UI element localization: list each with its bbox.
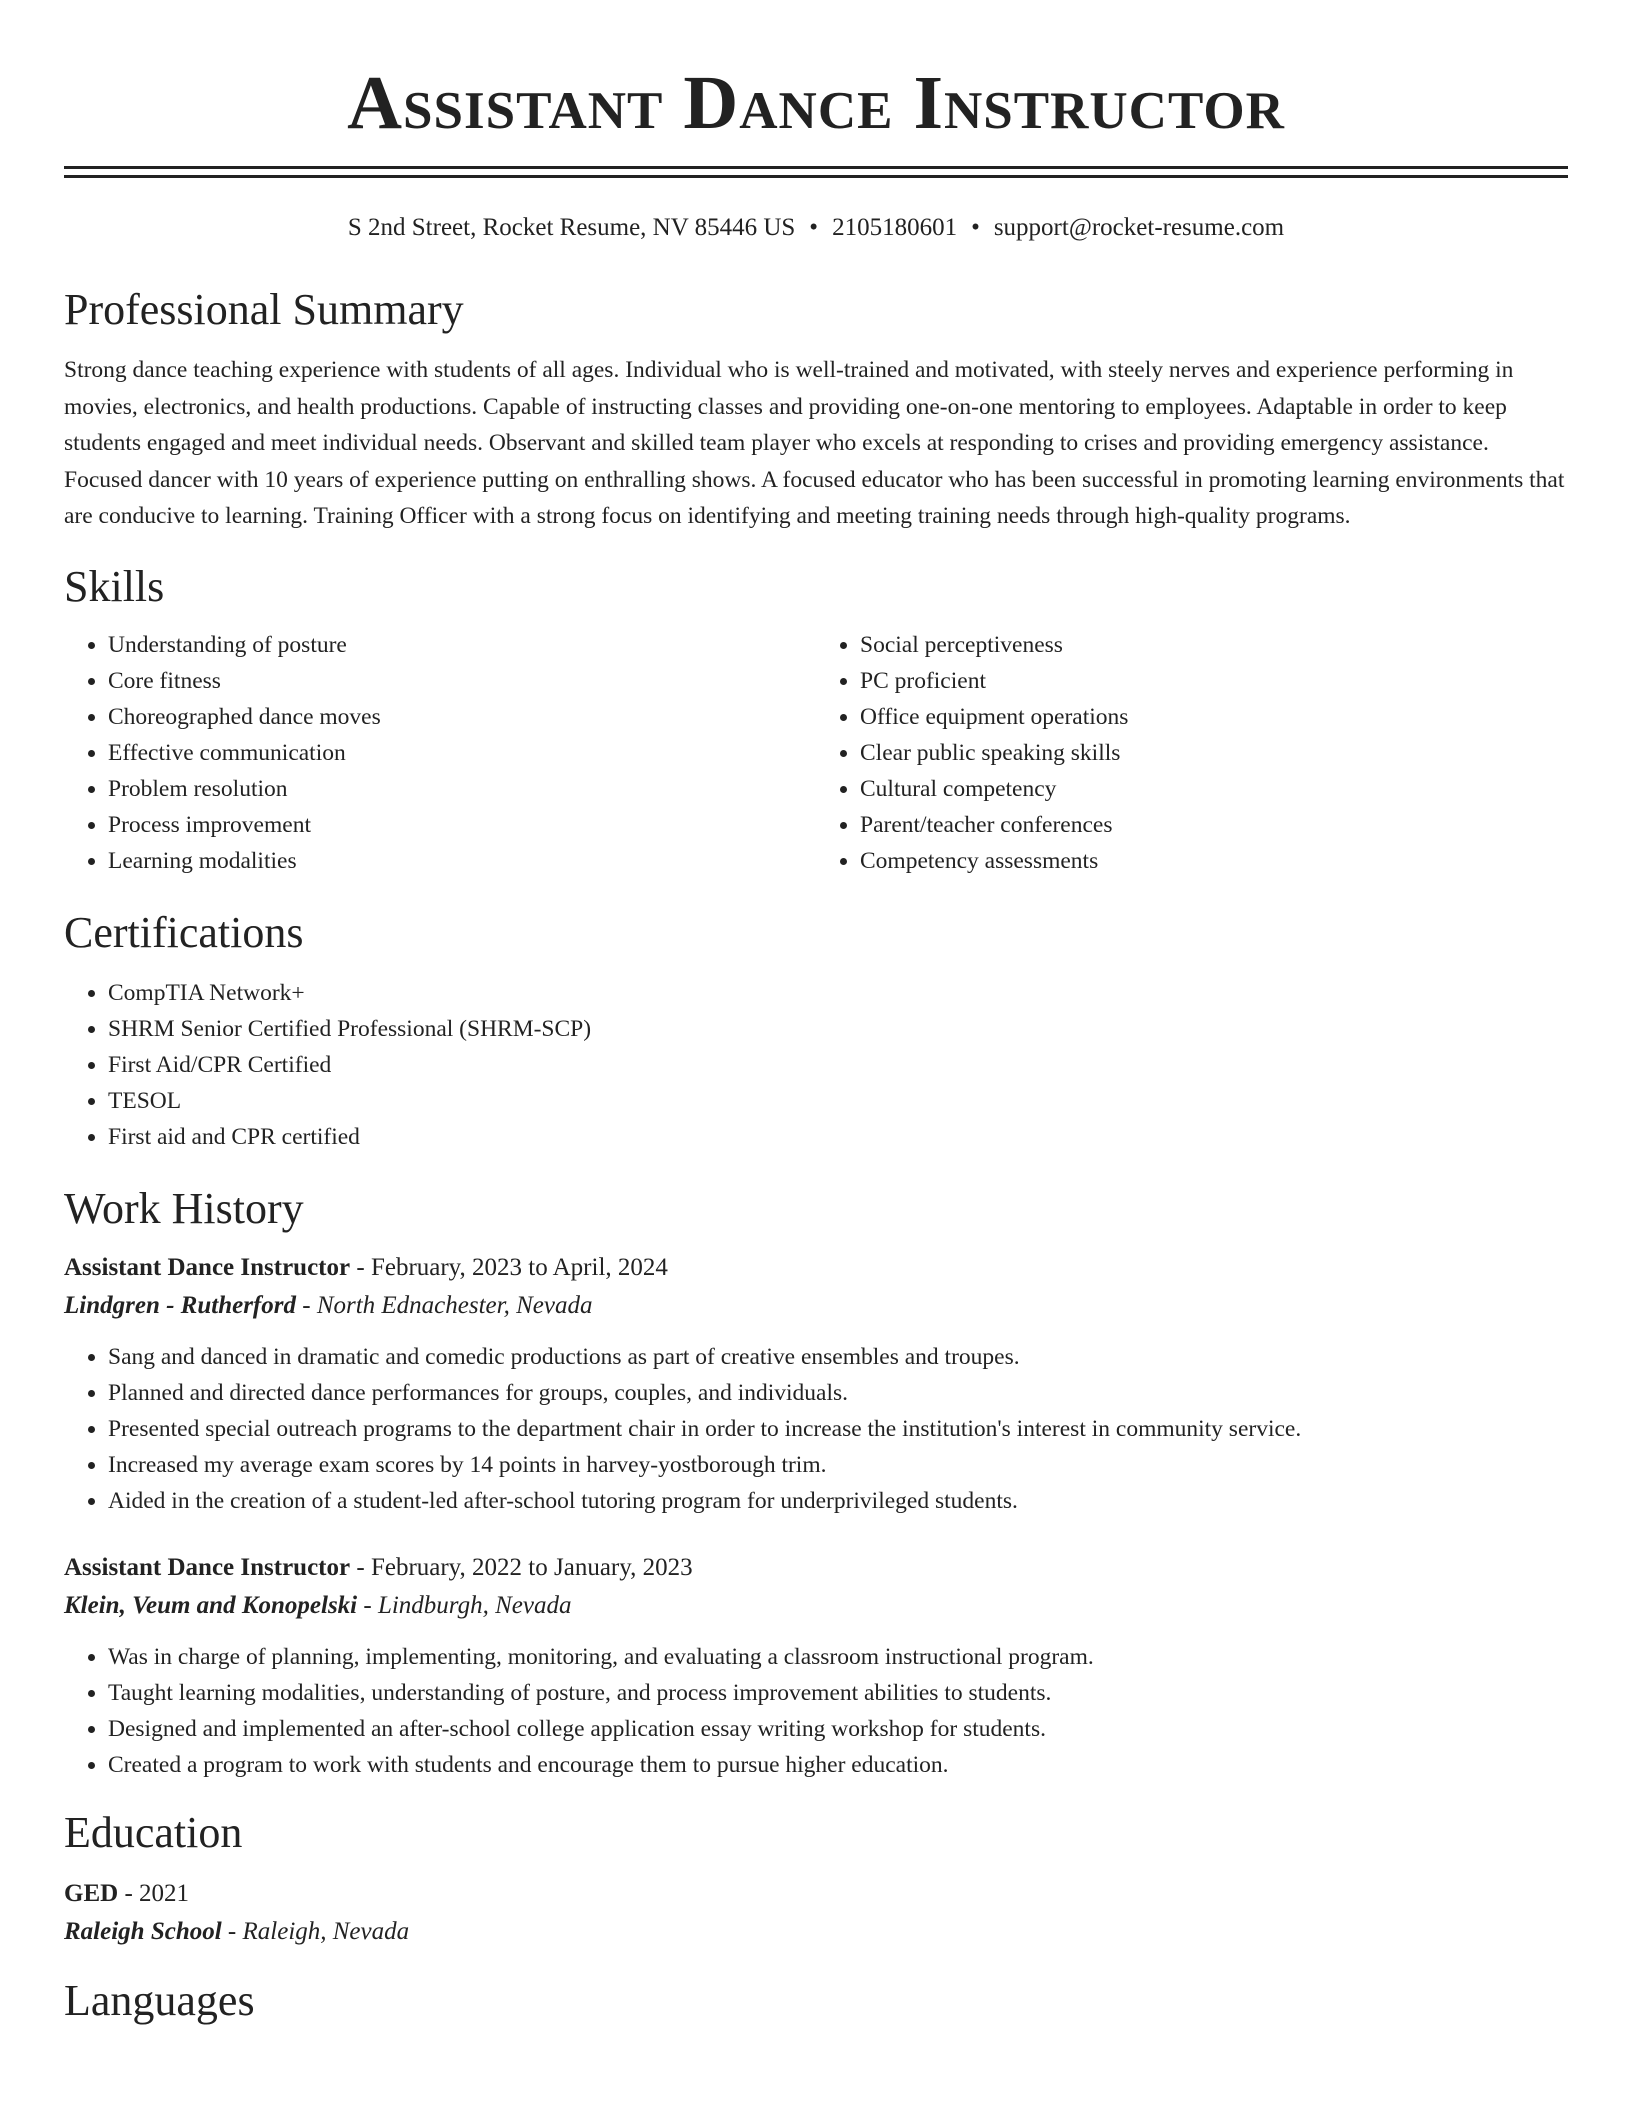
contact-separator: •: [971, 214, 980, 241]
job-title-line: Assistant Dance Instructor - February, 2022 to January, 2023: [64, 1553, 693, 1581]
certification-item: • First Aid/CPR Certified: [108, 1047, 1568, 1083]
job-entry: [64, 1249, 1568, 1519]
certification-item: • SHRM Senior Certified Professional (SHRM-SCP): [108, 1011, 1568, 1047]
contact-separator: •: [809, 214, 819, 241]
skill-item: • Learning modalities: [108, 843, 816, 879]
job-dates: February, 2022 to January, 2023: [370, 1553, 693, 1581]
job-bullet: • Sang and danced in dramatic and comedic productions as part of creative ensembles and troupes.: [108, 1339, 1568, 1375]
education-degree: GED: [64, 1879, 119, 1907]
contact-email: support@rocket-resume.com: [993, 214, 1285, 241]
resume-header: [0, 0, 1632, 244]
contact-phone: 2105180601: [832, 214, 958, 241]
education-degree-line: GED - 2021: [64, 1879, 190, 1907]
education-year: 2021: [139, 1879, 190, 1907]
resume-title: Assistant Dance Instructor: [347, 61, 1285, 145]
job-role: Assistant Dance Instructor: [64, 1253, 351, 1281]
contact-address: S 2nd Street, Rocket Resume, NV 85446 US: [347, 214, 796, 241]
job-entry: [64, 1549, 1568, 1783]
skill-item: • Problem resolution: [108, 771, 816, 807]
skill-item: • Competency assessments: [860, 843, 1568, 879]
job-company: Klein, Veum and Konopelski: [64, 1591, 358, 1619]
skills-column-right: [816, 627, 1568, 879]
skills-grid: [64, 627, 1568, 879]
job-bullet: • Taught learning modalities, understanding of posture, and process improvement abilities to students.: [108, 1675, 1568, 1711]
job-title-line: Assistant Dance Instructor - February, 2023 to April, 2024: [64, 1253, 668, 1281]
job-dates: February, 2023 to April, 2024: [370, 1253, 668, 1281]
education-heading: Education: [64, 1807, 243, 1857]
skills-section: [64, 561, 1568, 879]
work-history-section: [64, 1183, 1568, 1783]
job-location: Lindburgh, Nevada: [377, 1591, 572, 1619]
summary-heading: Professional Summary: [64, 285, 464, 334]
skill-item: • Effective communication: [108, 735, 816, 771]
certifications-section: [64, 907, 1568, 1155]
summary-text: Strong dance teaching experience with students of all ages. Individual who is well-trained and motivated, with steely nerves and experience performing in movies, electronics, and health productions. Capable of instructing classes and providing one-on-one mentoring to employees. Adaptable in order to keep students engaged and meet individual needs. Observant and skilled team player who excels at responding to crises and providing emergency assistance. Focused dancer with 10 years of experience putting on enthralling shows. A focused educator who has been successful in promoting learning environments that are conducive to learning. Training Officer with a strong focus on identifying and meeting training needs through high-quality programs.: [64, 357, 1565, 529]
job-company-line: Klein, Veum and Konopelski - Lindburgh, Nevada: [64, 1591, 572, 1619]
skill-item: • Office equipment operations: [860, 699, 1568, 735]
education-school-line: Raleigh School - Raleigh, Nevada: [64, 1917, 410, 1945]
job-bullet: • Designed and implemented an after-school college application essay writing workshop for students.: [108, 1711, 1568, 1747]
job-bullet: • Was in charge of planning, implementing, monitoring, and evaluating a classroom instructional program.: [108, 1639, 1568, 1675]
header-rule-thick: [64, 166, 1568, 169]
education-section: [64, 1807, 1568, 1951]
languages-heading: Languages: [64, 1975, 255, 2025]
job-company-line: Lindgren - Rutherford - North Ednachester, Nevada: [64, 1291, 593, 1319]
job-bullet: • Planned and directed dance performances for groups, couples, and individuals.: [108, 1375, 1568, 1411]
skill-item: • Social perceptiveness: [860, 627, 1568, 663]
summary-section: [64, 284, 1568, 535]
job-bullet: • Presented special outreach programs to the department chair in order to increase the institution's interest in community service.: [108, 1411, 1568, 1447]
skills-heading: Skills: [64, 561, 165, 611]
skill-item: • Parent/teacher conferences: [860, 807, 1568, 843]
contact-line: [64, 212, 1568, 244]
job-location: North Ednachester, Nevada: [316, 1291, 593, 1319]
skill-item: • Clear public speaking skills: [860, 735, 1568, 771]
job-bullet: • Increased my average exam scores by 14 points in harvey-yostborough trim.: [108, 1447, 1568, 1483]
certifications-heading: Certifications: [64, 907, 304, 957]
resume-content: [0, 284, 1632, 2027]
skills-column-left: [64, 627, 816, 879]
skill-item: • Cultural competency: [860, 771, 1568, 807]
job-company: Lindgren - Rutherford: [64, 1291, 296, 1319]
languages-section: [64, 1975, 1568, 2027]
certification-item: • First aid and CPR certified: [108, 1119, 1568, 1155]
skill-item: • Process improvement: [108, 807, 816, 843]
job-role: Assistant Dance Instructor: [64, 1553, 351, 1581]
skill-item: • Choreographed dance moves: [108, 699, 816, 735]
education-location: Raleigh, Nevada: [242, 1917, 410, 1945]
job-bullet: • Created a program to work with students and encourage them to pursue higher education.: [108, 1747, 1568, 1783]
work-history-heading: Work History: [64, 1183, 304, 1233]
skill-item: • Understanding of posture: [108, 627, 816, 663]
certification-item: • TESOL: [108, 1083, 1568, 1119]
certification-item: • CompTIA Network+: [108, 975, 1568, 1011]
education-school: Raleigh School: [64, 1917, 222, 1945]
skill-item: • Core fitness: [108, 663, 816, 699]
header-rule-thin: [64, 175, 1568, 178]
skill-item: • PC proficient: [860, 663, 1568, 699]
job-bullet: • Aided in the creation of a student-led after-school tutoring program for underprivileged students.: [108, 1483, 1568, 1519]
